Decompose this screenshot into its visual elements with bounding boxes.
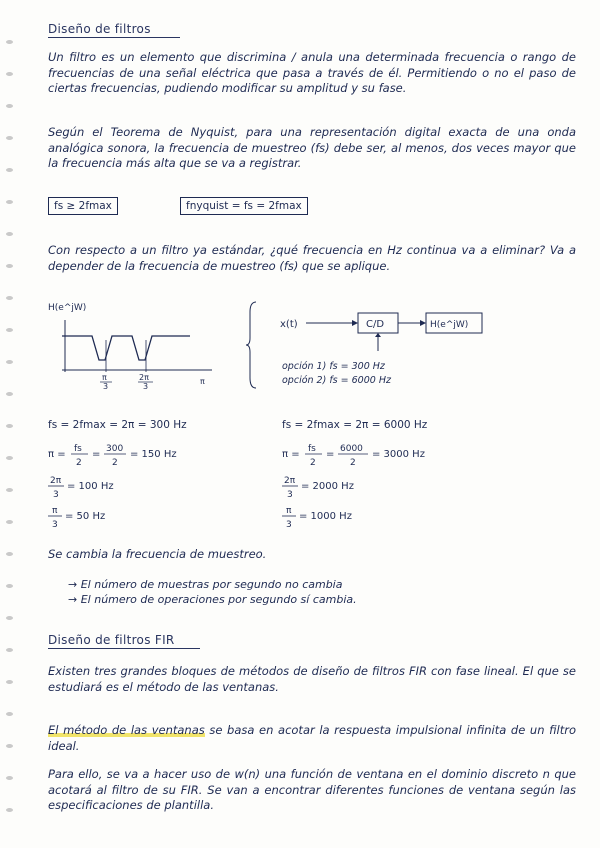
svg-text:= 50 Hz: = 50 Hz [65,511,106,522]
tick-label-2-num: 2π [139,373,149,382]
svg-text:2: 2 [310,458,316,468]
svg-text:π =: π = [282,449,300,460]
svg-text:= 150 Hz: = 150 Hz [130,449,177,460]
tick-label-2-den: 3 [143,382,149,390]
calc-right-eq4 [280,502,430,530]
section-title-diseno-fir: Diseño de filtros FIR [48,633,200,649]
calc-right-eq3 [280,472,430,500]
formula-box-fs: fs ≥ 2fmax [48,197,118,215]
svg-text:2π: 2π [284,476,296,486]
svg-text:π: π [286,506,292,516]
windows-method-highlight: El método de las ventanas [48,723,205,737]
conclusion-bullet-1: → El número de muestras por segundo no cambia [68,578,343,591]
cd-converter-label: C/D [366,319,385,330]
svg-text:300: 300 [106,444,124,454]
frequency-response-plot [40,298,225,390]
fir-paragraph-3: Para ello, se va a hacer uso de w(n) una función de ventana en el dominio discreto n que acotará al filtro de su FIR. Se van a encontrar diferentes funciones de ventana según las especificaciones de plantilla. [48,767,576,812]
svg-text:=: = [326,449,335,460]
calc-left-eq4 [46,502,196,530]
option-2: opción 2) fs = 6000 Hz [282,375,391,386]
svg-text:3: 3 [286,520,292,530]
calc-right-eq1: fs = 2fmax = 2π = 6000 Hz [282,419,428,431]
svg-text:3: 3 [52,520,58,530]
svg-text:=: = [92,449,101,460]
svg-text:2π: 2π [50,476,62,486]
svg-text:2: 2 [76,458,82,468]
fir-paragraph-1: Existen tres grandes bloques de métodos de diseño de filtros FIR con fase lineal. El que se estudiará es el método de las ventanas. [48,664,576,694]
intro-paragraph: Un filtro es un elemento que discrimina / anula una determinada frecuencia o rango de frecuencias de una señal eléctrica que pasa a través de él. Permitiendo o no el paso de ciertas frecuencias, pudiendo modificar su amplitud y su fase. [48,50,576,95]
calc-right-eq2 [280,440,500,468]
fir-paragraph-2: El método de las ventanas se basa en acotar la respuesta impulsional infinita de un filtro ideal. [48,723,577,753]
conclusion-line: Se cambia la frecuencia de muestreo. [48,547,267,561]
calc-left-eq1: fs = 2fmax = 2π = 300 Hz [48,419,187,431]
svg-text:fs: fs [74,444,82,454]
formula-box-nyquist: fnyquist = fs = 2fmax [180,197,308,215]
svg-text:= 3000 Hz: = 3000 Hz [372,449,425,460]
question-paragraph: Con respecto a un filtro ya estándar, ¿qué frecuencia en Hz continua va a eliminar? Va a depender de la frecuencia de muestreo (fs) que se aplique. [48,243,576,273]
calc-left-eq3 [46,472,196,500]
plot-label: H(e^jW) [48,303,87,313]
svg-text:= 1000 Hz: = 1000 Hz [299,511,352,522]
response-curve [62,336,190,360]
axis-end-label: π [200,377,205,386]
svg-text:6000: 6000 [340,444,363,454]
svg-text:3: 3 [287,490,293,500]
svg-text:π: π [52,506,58,516]
calc-left-eq2 [46,440,246,468]
svg-text:= 100 Hz: = 100 Hz [67,481,114,492]
tick-label-1-num: π [102,373,107,382]
tick-label-1-den: 3 [103,382,109,390]
svg-text:2: 2 [112,458,118,468]
input-label: x(t) [280,319,298,330]
brace [246,300,260,390]
nyquist-paragraph: Según el Teorema de Nyquist, para una representación digital exacta de una onda analógica sonora, la frecuencia de muestreo (fs) debe ser, al menos, dos veces mayor que la frecuencia más alta que se va a registrar. [48,125,576,170]
svg-text:3: 3 [53,490,59,500]
option-1: opción 1) fs = 300 Hz [282,361,385,372]
svg-text:π =: π = [48,449,66,460]
conclusion-bullet-2: → El número de operaciones por segundo sí cambia. [68,593,357,606]
svg-text:2: 2 [350,458,356,468]
section-title-diseno-filtros: Diseño de filtros [48,22,180,38]
svg-text:= 2000 Hz: = 2000 Hz [301,481,354,492]
svg-text:fs: fs [308,444,316,454]
filter-block-label: H(e^jW) [430,320,469,330]
